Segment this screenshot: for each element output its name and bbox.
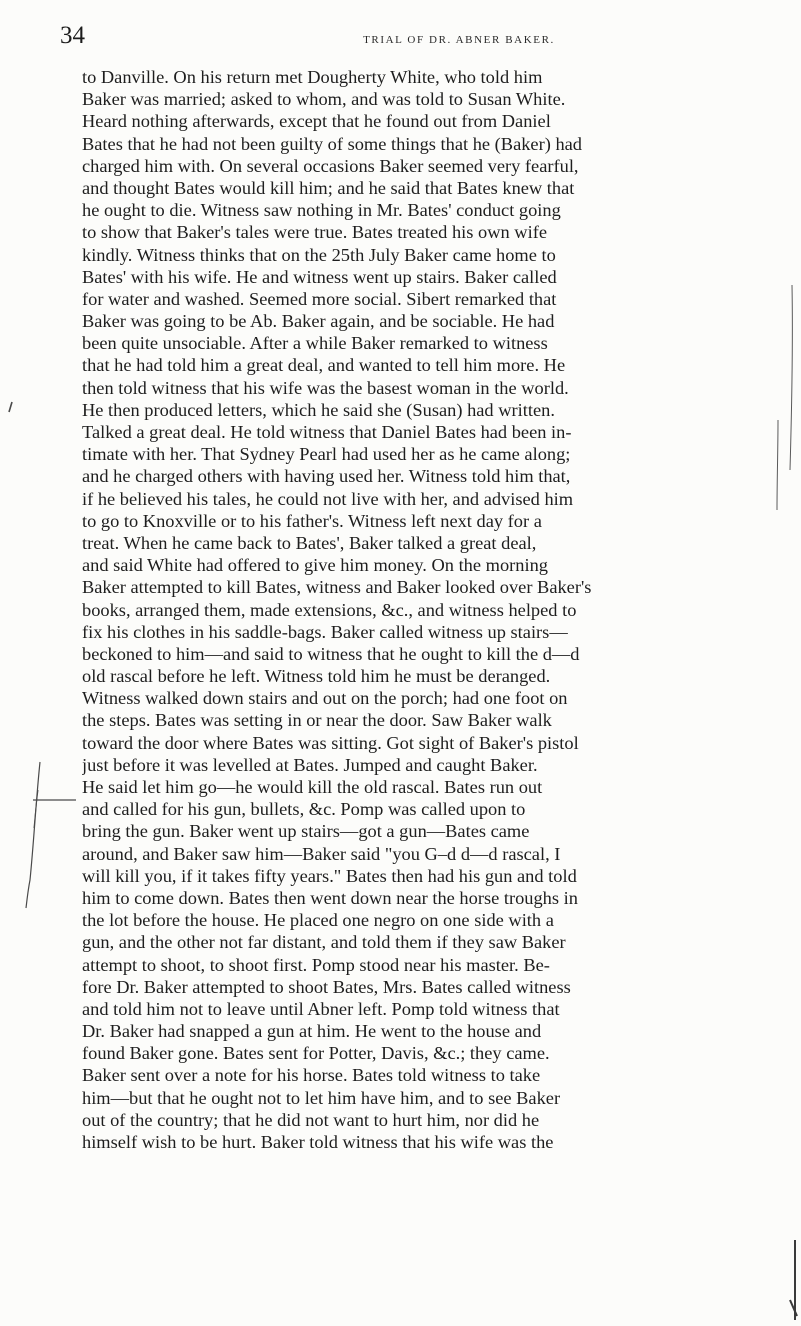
text-line: Witness walked down stairs and out on the porch; had one foot on [82,688,568,709]
text-line: he ought to die. Witness saw nothing in Mr. Bates' conduct going [82,200,561,221]
text-line: treat. When he came back to Bates', Baker talked a great deal, [82,532,537,553]
text-line: fix his clothes in his saddle-bags. Baker called witness up stairs— [82,621,568,642]
text-line: gun, and the other not far distant, and told them if they saw Baker [82,932,566,953]
text-line: that he had told him a great deal, and wanted to tell him more. He [82,355,566,376]
text-line: and thought Bates would kill him; and he said that Bates knew that [82,177,575,198]
text-line: books, arranged them, made extensions, &c., and witness helped to [82,599,577,620]
text-line: He said let him go—he would kill the old rascal. Bates run out [82,777,543,797]
text-line: just before it was levelled at Bates. Jumped and caught Baker. [82,754,538,775]
text-line: He then produced letters, which he said she (Susan) had written. [82,399,555,420]
text-line: to show that Baker's tales were true. Bates treated his own wife [82,222,547,243]
page-number: 34 [60,22,85,49]
text-line: him to come down. Bates then went down near the horse troughs in [82,887,578,908]
text-line: Baker was going to be Ab. Baker again, and be sociable. He had [82,311,555,332]
text-line: and he charged others with having used her. Witness told him that, [82,466,571,487]
text-line: will kill you, if it takes fifty years." Bates then had his gun and told [82,865,577,886]
text-line: Baker sent over a note for his horse. Bates told witness to take [82,1065,541,1086]
text-line: out of the country; that he did not want to hurt him, nor did he [82,1109,540,1130]
text-line: Baker attempted to kill Bates, witness and Baker looked over Baker's [82,577,592,598]
text-line: attempt to shoot, to shoot first. Pomp stood near his master. Be- [82,954,550,975]
text-line: around, and Baker saw him—Baker said "you G–d d—d rascal, I [82,843,561,864]
text-line: beckoned to him—and said to witness that he ought to kill the d—d [82,643,580,664]
text-line: to go to Knoxville or to his father's. Witness left next day for a [82,510,542,531]
text-line: timate with her. That Sydney Pearl had used her as he came along; [82,444,571,465]
text-line: toward the door where Bates was sitting. Got sight of Baker's pistol [82,732,579,753]
text-line: for water and washed. Seemed more social. Sibert remarked that [82,288,557,309]
text-line: Bates' with his wife. He and witness went up stairs. Baker called [82,266,557,287]
text-line: and said White had offered to give him money. On the morning [82,555,548,576]
text-line: found Baker gone. Bates sent for Potter, Davis, &c.; they came. [82,1043,550,1064]
text-line: Talked a great deal. He told witness that Daniel Bates had been in- [82,422,572,442]
text-line: the lot before the house. He placed one negro on one side with a [82,910,554,931]
running-head: TRIAL OF DR. ABNER BAKER. [363,34,555,46]
text-line: then told witness that his wife was the basest woman in the world. [82,377,569,398]
text-line: Dr. Baker had snapped a gun at him. He went to the house and [82,1021,542,1042]
text-line: him—but that he ought not to let him have him, and to see Baker [82,1087,561,1108]
text-line: charged him with. On several occasions Baker seemed very fearful, [82,155,579,176]
text-line: himself wish to be hurt. Baker told witness that his wife was the [82,1132,554,1152]
text-line: Bates that he had not been guilty of some things that he (Baker) had [82,133,582,154]
text-line: old rascal before he left. Witness told him he must be deranged. [82,666,551,687]
text-line: fore Dr. Baker attempted to shoot Bates, Mrs. Bates called witness [82,976,571,997]
text-line: and told him not to leave until Abner left. Pomp told witness that [82,998,560,1019]
text-line: the steps. Bates was setting in or near the door. Saw Baker walk [82,710,552,731]
text-line: bring the gun. Baker went up stairs—got a gun—Bates came [82,821,530,842]
text-line: been quite unsociable. After a while Baker remarked to witness [82,333,548,354]
text-line: and called for his gun, bullets, &c. Pomp was called upon to [82,799,526,820]
text-line: to Danville. On his return met Dougherty White, who told him [82,67,543,87]
text-line: Baker was married; asked to whom, and was told to Susan White. [82,89,566,110]
text-line: kindly. Witness thinks that on the 25th July Baker came home to [82,244,556,265]
text-line: Heard nothing afterwards, except that he found out from Daniel [82,111,551,132]
text-line: if he believed his tales, he could not live with her, and advised him [82,488,574,509]
